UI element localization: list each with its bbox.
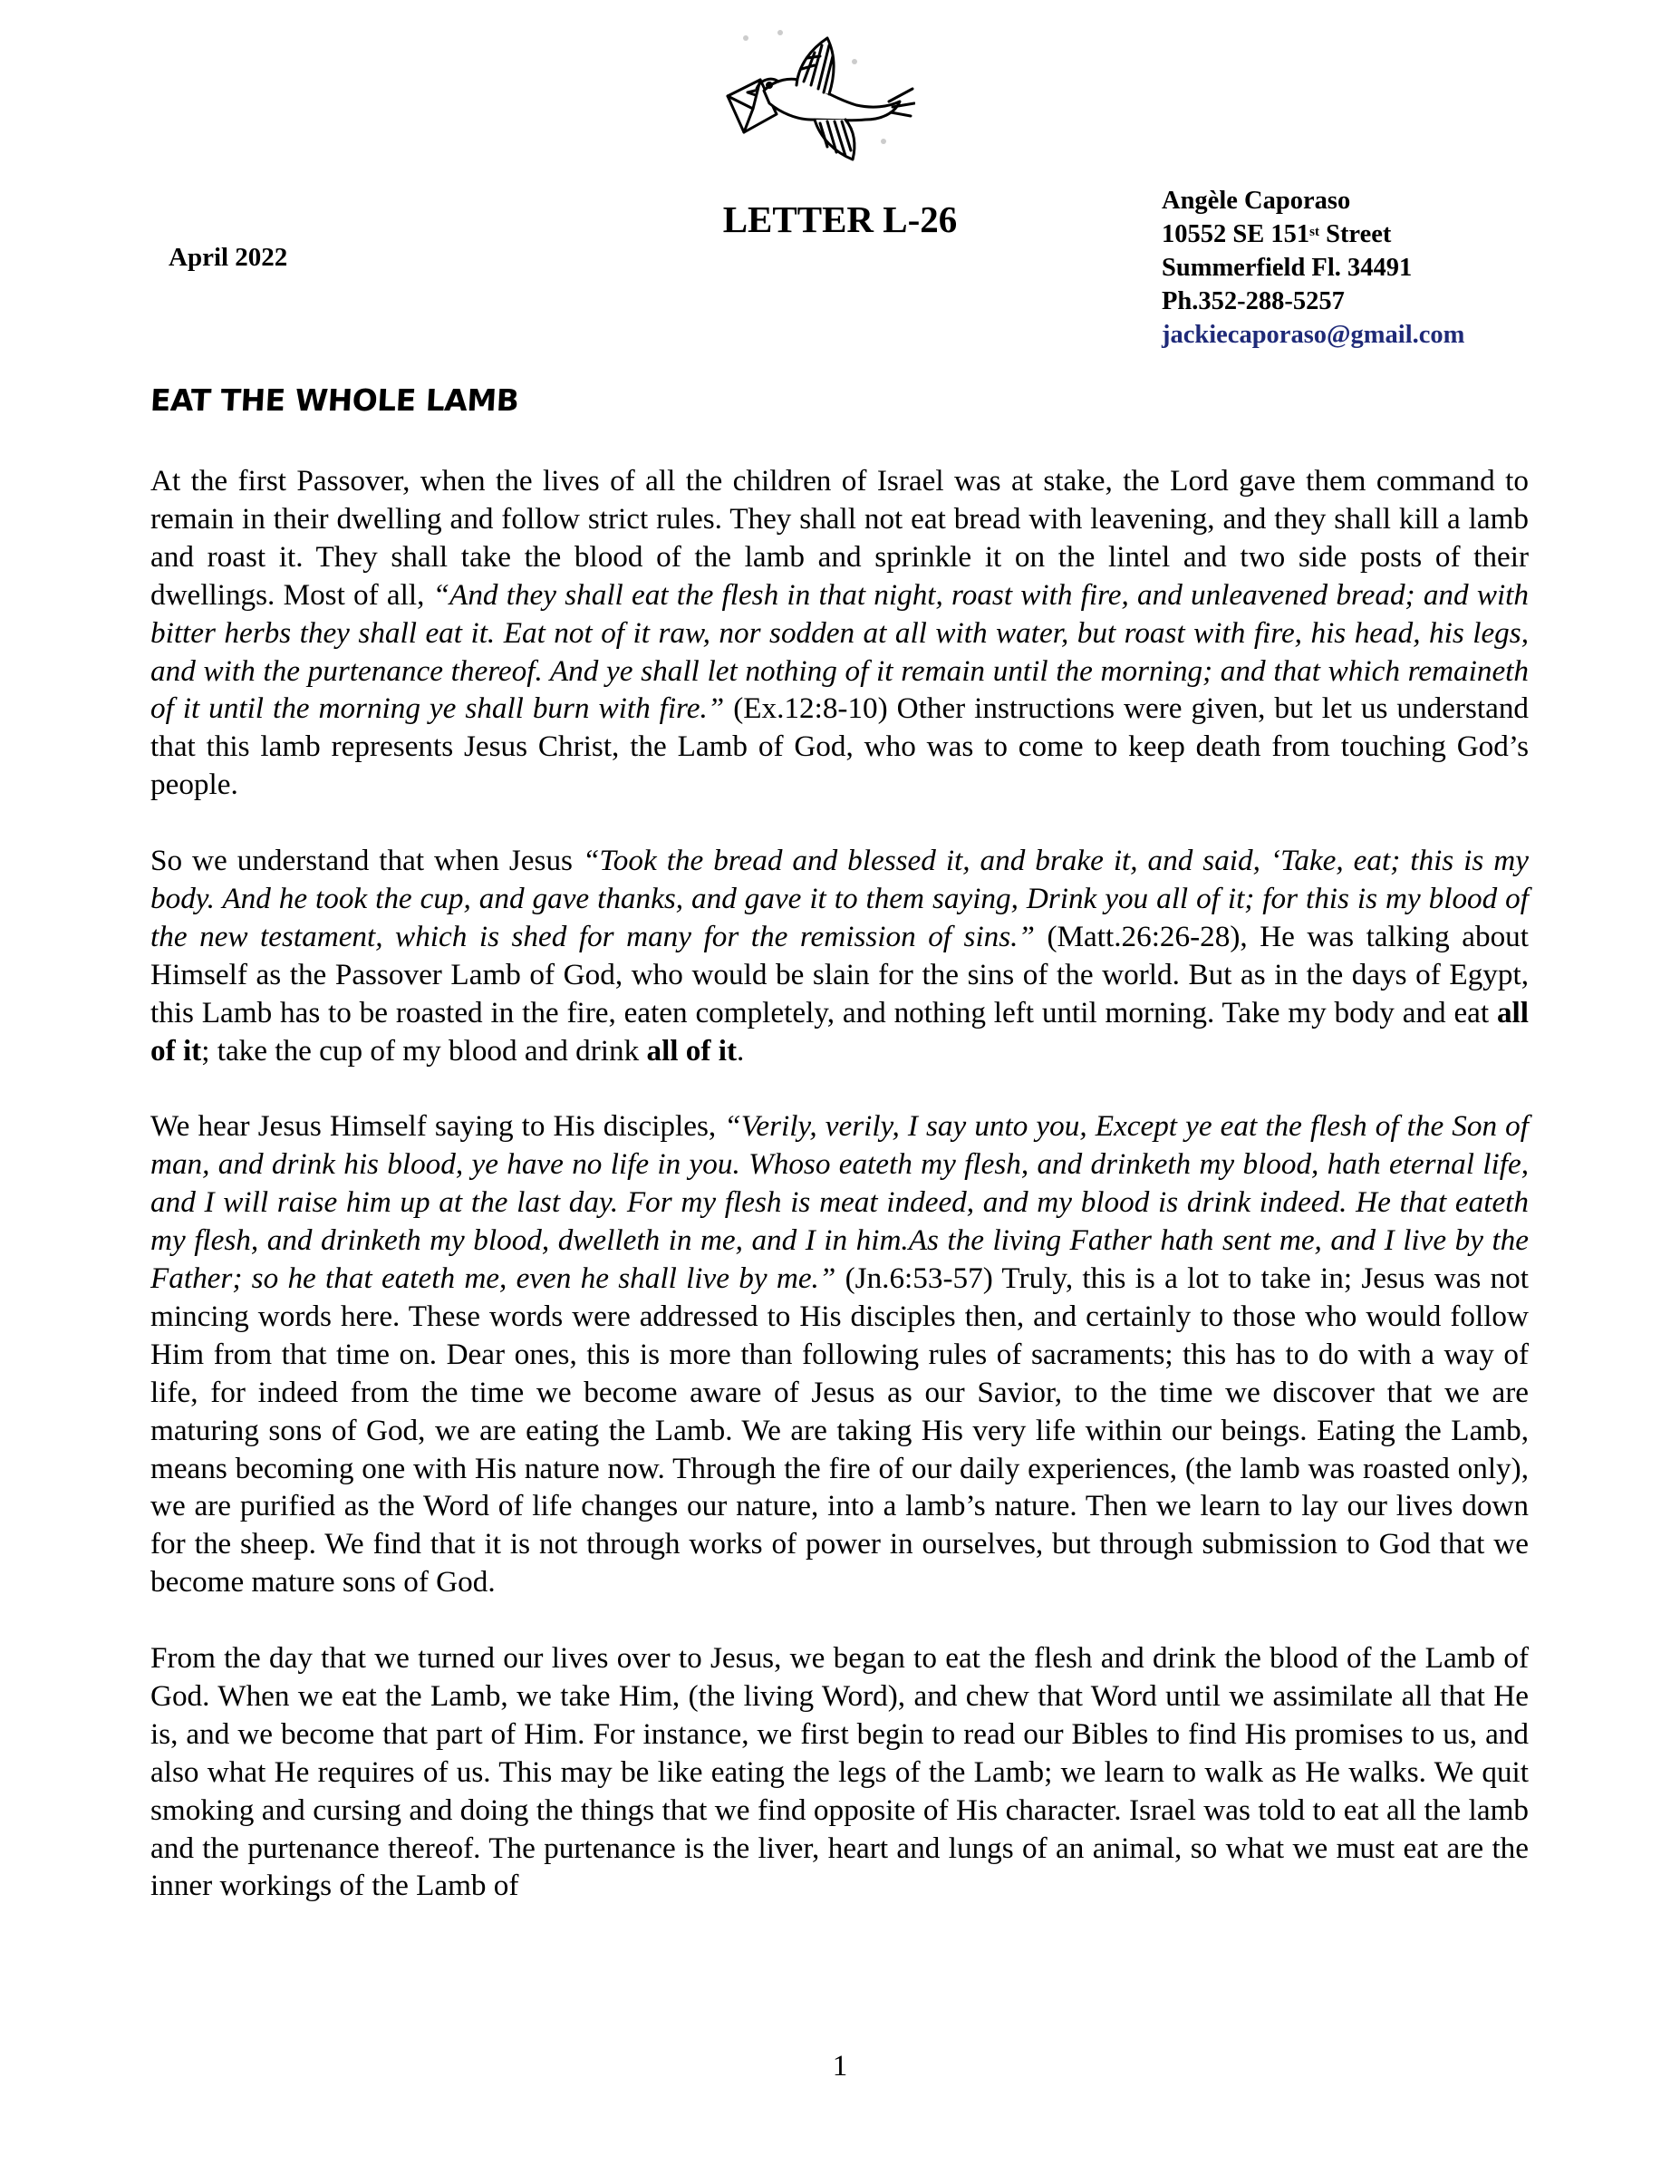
contact-city: Summerfield Fl. 34491 [1162, 254, 1413, 282]
letter-date: April 2022 [169, 243, 288, 272]
paragraph-1: At the first Passover, when the lives of all the children of Israel was at stake, the Lord gave them command to remain in their dwelling and follow strict rules. They shall not eat bread with leavening, and they shall kill a lamb and roast it. They shall take the blood of the lamb and sprinkle it on the lintel and two side posts of their dwellings. Most of all, “And they shall eat the flesh in that night, roast with fire, and unleavened bread; and with bitter herbs they shall eat it. Eat not of it raw, nor sodden at all with water, but roast with fire, his head, his legs, and with the purtenance thereof. And ye shall let nothing of it remain until the morning; and that which remaineth of it until the morning ye shall burn with fire.” (Ex.12:8-10) Other instructions were given, but let us understand that this lamb represents Jesus Christ, the Lamb of God, who was to come to keep death from touching God’s people. [150, 464, 1530, 802]
page-number: 1 [832, 2050, 848, 2083]
article-body [150, 462, 1529, 1905]
letter-title: LETTER L-26 [722, 198, 958, 240]
article-heading: EAT THE WHOLE LAMB [149, 382, 520, 418]
contact-block [1162, 184, 1464, 352]
contact-phone: Ph.352-288-5257 [1162, 287, 1345, 315]
dove-with-letter-icon [720, 25, 915, 198]
paragraph-3: We hear Jesus Himself saying to His disciples, “Verily, verily, I say unto you, Except ye eat the flesh of the Son of man, and drink his blood, ye have no life in you. Whoso eateth my flesh, and drinketh my blood, hath eternal life, and I will raise him up at the last day. For my flesh is meat indeed, and my blood is drink indeed. He that eateth my flesh, and drinketh my blood, dwelleth in me, and I in him.As the living Father hath sent me, and I live by the Father; so he that eateth me, even he shall live by me.” (Jn.6:53-57) Truly, this is a lot to take in; Jesus was not mincing words here. These words were addressed to His disciples then, and certainly to those who would follow Him from that time on. Dear ones, this is more than following rules of sacraments; this has to do with a way of life, for indeed from the time we become aware of Jesus as our Savior, to the time we discover that we are maturing sons of God, we are eating the Lamb. We are taking His very life within our beings. Eating the Lamb, means becoming one with His nature now. Through the fire of our daily experiences, (the lamb was roasted only), we are purified as the Word of life changes our nature, into a lamb’s nature. Then we learn to lay our lives down for the sheep. We find that it is not through works of power in ourselves, but through submission to God that we become mature sons of God. [150, 1109, 1530, 1599]
paragraph-4: From the day that we turned our lives over to Jesus, we began to eat the flesh and drink the blood of the Lamb of God. When we eat the Lamb, we take Him, (the living Word), and chew that Word until we assimilate all that He is, and we become that part of Him. For instance, we first begin to read our Bibles to find His promises to us, and also what He requires of us. This may be like eating the legs of the Lamb; we learn to walk as He walks. We quit smoking and cursing and doing the things that we find opposite of His character. Israel was told to eat all the lamb and the purtenance thereof. The purtenance is the liver, heart and lungs of an animal, so what we must eat are the inner workings of the Lamb of [150, 1641, 1529, 1903]
contact-email[interactable]: jackiecaporaso@gmail.com [1162, 321, 1465, 349]
contact-name: Angèle Caporaso [1162, 187, 1351, 215]
paragraph-2: So we understand that when Jesus “Took the bread and blessed it, and brake it, and said, ‘Take, eat; this is my body. And he took the cup, and gave thanks, and gave it to them saying, Drink you all of it; for this is my blood of the new testament, which is shed for many for the remission of sins.” (Matt.26:26-28), He was talking about Himself as the Passover Lamb of God, who would be slain for the sins of the world. But as in the days of Egypt, this Lamb has to be roasted in the fire, eaten completely, and nothing left until morning. Take my body and eat all of it; take the cup of my blood and drink all of it. [150, 844, 1529, 1068]
contact-street: 10552 SE 151st Street [1162, 220, 1392, 248]
